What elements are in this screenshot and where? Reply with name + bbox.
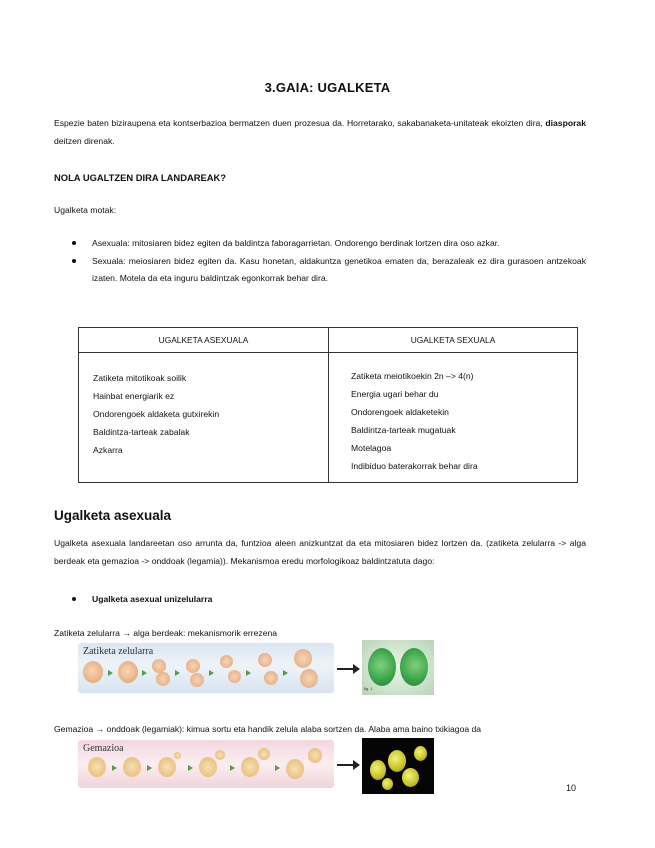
photo-label: fig. 1 bbox=[364, 686, 373, 691]
cell-icon bbox=[241, 757, 259, 777]
alga-cell-icon bbox=[368, 648, 396, 686]
arrow-icon bbox=[142, 670, 147, 676]
table-row: Baldintza-tarteak zabalak bbox=[93, 427, 190, 437]
green-alga-photo bbox=[362, 640, 434, 695]
table-row: Indibiduo baterakorrak behar dira bbox=[351, 461, 478, 471]
table-row: Baldintza-tarteak mugatuak bbox=[351, 425, 456, 435]
cell-icon bbox=[300, 669, 318, 688]
figure2-label: Gemazioa bbox=[83, 743, 124, 754]
intro-bold-term: diasporak bbox=[545, 118, 586, 128]
bullet-text: Sexuala: meiosiaren bidez egiten da. Kasu honetan, aldakuntza genetikoa ematen da, berazaleak ez dira gurasoen antzekoak izaten. Motela da eta inguru baldintzak egonkorrak behar dira. bbox=[92, 256, 586, 283]
question-heading: NOLA UGALTZEN DIRA LANDAREAK? bbox=[54, 172, 227, 183]
cell-icon bbox=[123, 757, 141, 777]
types-label: Ugalketa motak: bbox=[54, 205, 117, 215]
arrow-head-icon bbox=[353, 664, 360, 674]
cell-icon bbox=[199, 757, 217, 777]
cell-icon bbox=[228, 670, 241, 683]
cell-icon bbox=[220, 655, 233, 668]
cell-icon bbox=[294, 649, 312, 668]
alga-cell-icon bbox=[400, 648, 428, 686]
arrow-icon bbox=[175, 670, 180, 676]
figure2-caption: Gemazioa → onddoak (legamiak): kimua sortu eta handik zelula alaba sortzen da. Alaba ama baino txikiagoa da bbox=[54, 724, 482, 734]
list-item bbox=[54, 591, 586, 608]
intro-paragraph bbox=[54, 114, 586, 150]
bullet-icon bbox=[72, 241, 76, 245]
table-row: Ondorengoek aldaketa gutxirekin bbox=[93, 409, 220, 419]
list-item bbox=[54, 235, 586, 252]
budding-diagram bbox=[78, 740, 334, 788]
yeast-cell-icon bbox=[414, 746, 427, 761]
table-row: Zatiketa mitotikoak soilik bbox=[93, 373, 187, 383]
table-header-sexual: UGALKETA SEXUALA bbox=[329, 328, 578, 353]
cell-icon bbox=[118, 661, 138, 683]
types-list bbox=[54, 235, 586, 287]
table-row: Energia ugari behar du bbox=[351, 389, 439, 399]
table-row: Ondorengoek aldaketekin bbox=[351, 407, 449, 417]
arrow-icon bbox=[112, 765, 117, 771]
figure1-caption: Zatiketa zelularra → alga berdeak: mekanismorik errezena bbox=[54, 628, 278, 638]
arrow-icon bbox=[275, 765, 280, 771]
arrow-icon bbox=[188, 765, 193, 771]
yeast-photo bbox=[362, 738, 434, 794]
bullet-text: Asexuala: mitosiaren bidez egiten da baldintza faboragarrietan. Ondorengo berdinak lortzen dira oso azkar. bbox=[92, 238, 500, 248]
cell-division-diagram bbox=[78, 643, 334, 693]
bud-icon bbox=[258, 748, 270, 760]
table-cell-sexual bbox=[329, 353, 578, 483]
cell-icon bbox=[264, 671, 278, 685]
page-title: 3.GAIA: UGALKETA bbox=[264, 80, 391, 95]
section-heading: Ugalketa asexuala bbox=[54, 508, 172, 523]
cell-icon bbox=[190, 673, 204, 687]
arrow-icon bbox=[209, 670, 214, 676]
figure1-label: Zatiketa zelularra bbox=[83, 646, 154, 657]
arrow-icon bbox=[230, 765, 235, 771]
section-paragraph: Ugalketa asexuala landareetan oso arrunta da, funtzioa aleen anizkuntzat da eta mitosiaren bidez lortzen da. (zatiketa zelularra -> alga berdeak eta gemazioa -> onddoak (legamia)). Mekanismoa eredu morfologikoaz baldintzatuta dago: bbox=[54, 538, 586, 566]
cell-icon bbox=[83, 661, 103, 683]
bullet-text: Ugalketa asexual unizelularra bbox=[92, 594, 213, 604]
comparison-table bbox=[78, 327, 578, 483]
table-row: Azkarra bbox=[93, 445, 123, 455]
bullet-icon bbox=[72, 259, 76, 263]
cell-icon bbox=[152, 659, 166, 673]
arrow-icon bbox=[108, 670, 113, 676]
bud-icon bbox=[174, 752, 181, 759]
intro-text: Espezie baten biziraupena eta kontserbazioa bermatzen duen prozesua da. Horretarako, sakabanaketa-unitateak ekoizten dira, bbox=[54, 118, 546, 128]
arrow-icon bbox=[283, 670, 288, 676]
table-row: Motelagoa bbox=[351, 443, 392, 453]
table-row: Hainbat energiarik ez bbox=[93, 391, 175, 401]
bullet-icon bbox=[72, 597, 76, 601]
yeast-cell-icon bbox=[388, 750, 406, 772]
yeast-cell-icon bbox=[370, 760, 386, 780]
intro-text-end: deitzen direnak. bbox=[54, 136, 115, 146]
yeast-cell-icon bbox=[402, 768, 419, 787]
arrow-head-icon bbox=[353, 760, 360, 770]
arrow-icon bbox=[246, 670, 251, 676]
bud-icon bbox=[215, 750, 225, 760]
table-cell-asexual bbox=[79, 353, 329, 483]
cell-icon bbox=[258, 653, 272, 667]
list-item bbox=[54, 253, 586, 287]
cell-icon bbox=[286, 759, 304, 779]
arrow-icon bbox=[147, 765, 152, 771]
table-header-asexual: UGALKETA ASEXUALA bbox=[79, 328, 329, 353]
cell-icon bbox=[186, 659, 200, 673]
cell-icon bbox=[156, 672, 170, 686]
cell-icon bbox=[308, 748, 322, 763]
sub-list bbox=[54, 591, 586, 608]
cell-icon bbox=[158, 757, 176, 777]
page-number: 10 bbox=[566, 783, 577, 793]
table-row: Zatiketa meiotikoekin 2n –> 4(n) bbox=[351, 371, 474, 381]
cell-icon bbox=[88, 757, 106, 777]
yeast-cell-icon bbox=[382, 778, 393, 790]
